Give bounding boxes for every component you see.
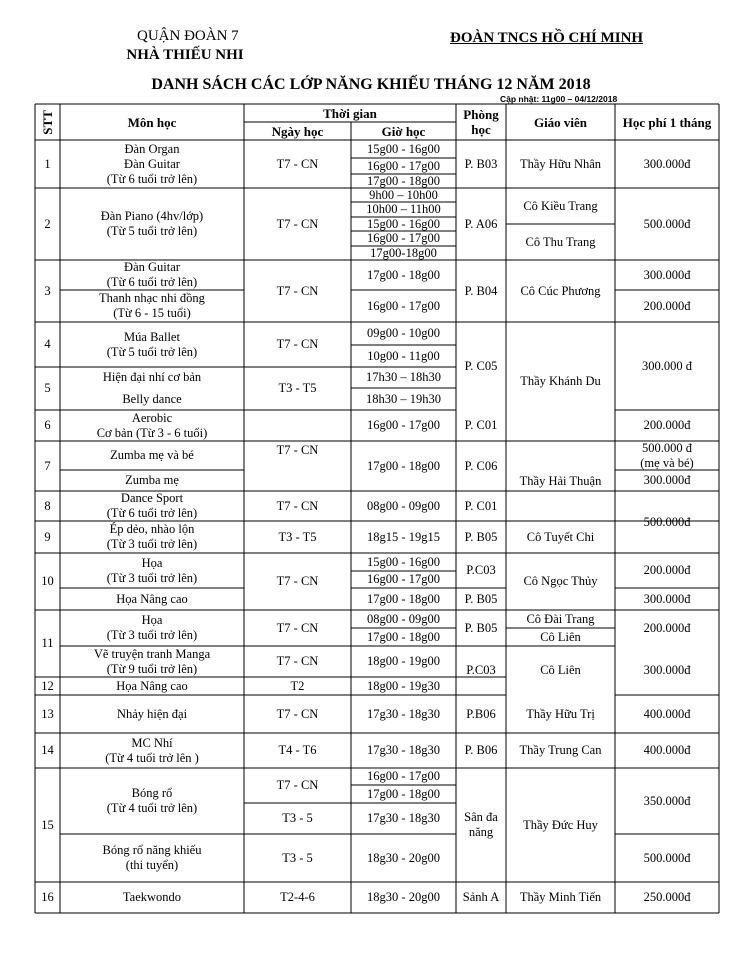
hours-cell [353,322,454,345]
hours-cell [353,367,454,388]
teacher-cell [508,646,613,695]
hours-cell-text: 17g00 - 18g00 [367,629,440,644]
stt-cell [37,768,58,882]
stt-cell [37,140,58,188]
fee-cell [617,834,717,882]
fee-cell [617,140,717,188]
header-room [458,104,504,140]
fee-cell-text: 400.000đ [643,706,691,721]
hours-cell-text: 18h30 – 19h30 [366,391,441,406]
day-cell [246,677,349,695]
stt-cell [37,882,58,913]
subject-cell [62,882,242,913]
teacher-cell [508,224,613,260]
hours-cell [353,231,454,246]
hours-cell [353,174,454,188]
hours-cell-text: 16g00 - 17g00 [367,769,440,783]
header-day-text: Ngày học [271,123,324,139]
hours-cell [353,882,454,913]
room-cell-text: P. B03 [464,156,498,171]
fee-cell-text: 200.000đ [643,620,691,635]
hours-cell [353,834,454,882]
subject-cell-text: Zumba mẹ [125,473,179,487]
room-cell [458,441,504,491]
room-cell [458,140,504,188]
hours-cell-text: 17h30 – 18h30 [366,370,441,384]
subject-cell [62,322,242,367]
hours-cell [353,290,454,322]
day-cell-text: T7 - CN [276,778,319,792]
header-fee [617,104,717,140]
teacher-cell-text: Thầy Hải Thuận [519,473,602,488]
day-cell-text: T3 - 5 [282,811,313,825]
stt-cell-text: 13 [41,706,54,721]
teacher-cell [508,695,613,733]
hours-cell [353,785,454,803]
day-cell [246,803,349,834]
hours-cell-text: 17g00 - 18g00 [367,458,440,473]
hours-cell-text: 9h00 – 10h00 [369,187,438,202]
header-teacher [508,104,613,140]
stt-cell-text: 5 [44,381,51,395]
stt-cell [37,521,58,553]
hours-cell-text: 17g00 - 18g00 [367,267,440,282]
hours-cell [353,491,454,521]
header-subject [62,104,242,140]
subject-cell [62,834,242,882]
subject-cell-text: Nhảy hiện đại [116,706,188,721]
fee-cell-text: 400.000đ [643,743,691,757]
fee-cell-text: 300.000đ [643,156,691,171]
room-cell [458,695,504,733]
subject-cell [62,768,242,834]
room-cell-text: Sân đa năng [464,810,498,839]
subject-cell-text: Bóng rổ năng khiếu (thi tuyển) [102,843,202,872]
room-cell-text: P. C01 [464,418,498,432]
subject-cell [62,491,242,521]
teacher-cell-text: Cô Liên [540,629,581,644]
stt-cell [37,553,58,610]
hours-cell [353,646,454,677]
hours-cell-text: 18g30 - 20g00 [367,890,440,904]
subject-cell-text: Thanh nhạc nhi đồng (Từ 6 - 15 tuổi) [99,291,205,320]
hours-cell-text: 15g00 - 16g00 [367,554,440,569]
hours-cell [353,521,454,553]
subject-cell [62,410,242,441]
subject-cell-text: MC Nhí (Từ 4 tuổi trở lên ) [105,735,199,765]
teacher-cell [508,441,613,521]
subject-cell [62,733,242,768]
day-cell [246,733,349,768]
day-cell [246,367,349,410]
hours-cell [353,610,454,628]
fee-cell [617,491,717,553]
hours-cell-text: 08g00 - 09g00 [367,498,440,513]
hours-cell [353,246,454,260]
hours-cell-text: 16g00 - 17g00 [367,298,440,313]
day-cell [246,491,349,521]
teacher-cell-text: Thầy Minh Tiến [519,890,602,904]
hours-cell [353,410,454,441]
day-cell-text: T4 - T6 [278,743,317,757]
room-cell [458,521,504,553]
stt-cell [37,367,58,410]
teacher-cell-text: Cô Đài Trang [526,611,595,626]
day-cell-text: T2 [290,678,305,693]
subject-cell [62,367,242,388]
subject-cell-text: Ép dẻo, nhào lộn (Từ 3 tuổi trở lên) [106,522,198,551]
room-cell-text: P.B06 [466,706,496,721]
fee-cell-text: 500.000 đ (mẹ và bé) [640,440,694,470]
room-cell-text: P. C06 [464,458,498,473]
subject-cell [62,388,242,410]
fee-cell-text: 300.000đ [643,663,691,677]
fee-cell [617,610,717,646]
fee-cell [617,322,717,410]
subject-cell-text: Múa Ballet (Từ 5 tuổi trở lên) [106,329,198,359]
hours-cell-text: 18g15 - 19g15 [367,529,440,544]
stt-cell-text: 3 [44,283,51,298]
teacher-cell [508,140,613,188]
stt-cell-text: 6 [44,418,51,432]
teacher-cell-text: Cô Cúc Phương [520,283,601,298]
stt-cell [37,260,58,322]
hours-cell-text: 16g00 - 17g00 [367,572,440,586]
header-time-text: Thời gian [323,105,377,121]
subject-cell [62,188,242,260]
room-cell-text: P. C05 [464,358,498,373]
day-cell [246,834,349,882]
teacher-cell [508,733,613,768]
stt-cell [37,322,58,367]
teacher-cell [508,521,613,553]
hours-cell-text: 18g30 - 20g00 [367,850,440,865]
hours-cell [353,553,454,571]
day-cell [246,140,349,188]
room-cell [458,188,504,260]
header-day [246,122,349,140]
room-cell [458,610,504,646]
day-cell-text: T3 - T5 [278,381,317,395]
teacher-cell [508,768,613,882]
room-cell [458,733,504,768]
stt-cell-text: 11 [41,636,54,650]
hours-cell-text: 09g00 - 10g00 [367,326,440,340]
day-cell [246,553,349,610]
subject-cell [62,610,242,646]
fee-cell [617,410,717,441]
header-hours [353,122,454,140]
day-cell-text: T7 - CN [276,574,319,588]
header-hours-text: Giờ học [381,123,426,139]
hours-cell [353,588,454,610]
room-cell-text: P. B05 [464,591,498,606]
day-cell-text: T7 - CN [276,498,319,513]
teacher-cell-text: Cô Liên [540,663,581,677]
fee-cell-text: 200.000đ [643,418,691,432]
subject-cell [62,553,242,588]
stt-cell-text: 2 [44,216,51,231]
fee-cell [617,290,717,322]
hours-cell [353,188,454,202]
hours-cell-text: 18g00 - 19g30 [367,678,440,693]
hours-cell [353,803,454,834]
teacher-cell-text: Thầy Hữu Nhân [519,156,602,171]
subject-cell [62,470,242,491]
room-cell-text: Sảnh A [462,890,500,904]
room-cell-text: P. B04 [464,283,498,298]
stt-cell-text: 8 [44,498,51,513]
subject-cell [62,695,242,733]
teacher-cell-text: Cô Ngọc Thủy [523,574,598,588]
teacher-cell-text: Thầy Khánh Du [520,374,601,388]
hours-cell-text: 15g00 - 16g00 [367,141,440,156]
header-stt [37,104,58,140]
room-cell [458,646,504,695]
teacher-cell-text: Thầy Đức Huy [523,817,598,832]
day-cell [246,322,349,367]
stt-cell-text: 12 [41,678,54,693]
teacher-cell [508,628,613,646]
stt-cell [37,410,58,441]
hours-cell [353,345,454,367]
header-stt-text: STT [40,109,56,135]
teacher-cell [508,260,613,322]
day-cell-text: T7 - CN [276,283,319,298]
hours-cell [353,158,454,174]
fee-cell-text: 500.000đ [643,514,691,529]
stt-cell-text: 14 [41,743,54,757]
day-cell [246,610,349,646]
day-cell-text: T3 - 5 [282,850,313,865]
day-cell [246,695,349,733]
fee-cell-text: 500.000đ [643,850,691,865]
hours-cell-text: 17g30 - 18g30 [367,811,440,825]
hours-cell [353,571,454,588]
teacher-cell-text: Thầy Hữu Trị [526,706,595,721]
teacher-cell-text: Cô Kiều Trang [523,198,598,213]
hours-cell [353,202,454,217]
room-cell [458,882,504,913]
subject-cell-text: Bóng rổ (Từ 4 tuổi trở lên) [106,786,198,815]
header-room-text: Phòng học [463,107,499,137]
stt-cell [37,677,58,695]
document-title: DANH SÁCH CÁC LỚP NĂNG KHIẾU THÁNG 12 NĂM 2018 [151,76,591,93]
room-cell [458,260,504,322]
hours-cell-text: 17g00 - 18g00 [367,591,440,606]
stt-cell-text: 7 [44,458,51,473]
room-cell-text: P. B05 [464,620,498,635]
day-cell [246,521,349,553]
room-cell [458,553,504,588]
hours-cell-text: 10h00 – 11h00 [366,202,441,216]
fee-cell [617,768,717,834]
subject-cell [62,260,242,290]
fee-cell-text: 500.000đ [643,216,691,231]
fee-cell [617,188,717,260]
room-cell-text: P.C03 [466,663,496,677]
subject-cell-text: Đàn Piano (4hv/lớp) (Từ 5 tuổi trở lên) [100,209,204,238]
teacher-cell-text: Cô Thu Trang [525,234,596,249]
day-cell [246,260,349,322]
hours-cell [353,695,454,733]
fee-cell [617,882,717,913]
stt-cell-text: 9 [44,529,51,544]
hours-cell [353,140,454,158]
fee-cell [617,553,717,588]
day-cell-text: T7 - CN [276,706,319,721]
day-cell-text: T3 - T5 [278,529,317,544]
subject-cell-text: Aerobic Cơ bản (Từ 3 - 6 tuổi) [96,410,208,440]
day-cell-text: T7 - CN [276,620,319,635]
stt-cell [37,610,58,677]
teacher-cell-text: Thầy Trung Can [519,743,602,757]
fee-cell-text: 300.000đ [643,473,691,487]
subject-cell [62,646,242,677]
fee-cell-text: 300.000 đ [642,358,692,373]
hours-cell-text: 17g00 - 18g00 [367,786,440,801]
fee-cell [617,733,717,768]
fee-cell-text: 350.000đ [643,793,691,808]
fee-cell-text: 300.000đ [643,591,691,606]
header-subject-text: Môn học [127,114,177,130]
day-cell-text: T7 - CN [276,156,319,171]
org-name-center: NHÀ THIẾU NHI [126,47,244,63]
subject-cell-text: Belly dance [122,391,182,406]
hours-cell [353,677,454,695]
day-cell-text: T2-4-6 [280,890,315,904]
subject-cell [62,290,242,322]
fee-cell [617,470,717,491]
hours-cell-text: 18g00 - 19g00 [367,654,440,668]
room-cell [458,491,504,521]
subject-cell-text: Đàn Guitar (Từ 6 tuổi trở lên) [106,260,198,289]
fee-cell-text: 300.000đ [643,267,691,282]
hours-cell [353,628,454,646]
fee-cell [617,695,717,733]
room-cell-text: P. B05 [464,529,498,544]
day-cell-text: T7 - CN [276,216,319,231]
stt-cell-text: 4 [44,337,51,351]
teacher-cell [508,610,613,628]
room-cell-text: P.C03 [466,563,496,577]
subject-cell-text: Vẽ truyện tranh Manga (Từ 9 tuổi trở lên) [93,646,211,676]
room-cell [458,410,504,441]
subject-cell-text: Đàn Organ Đàn Guitar (Từ 6 tuổi trở lên) [106,141,198,186]
room-cell [458,322,504,410]
subject-cell [62,521,242,553]
fee-cell-text: 200.000đ [643,563,691,577]
header-fee-text: Học phí 1 tháng [622,114,712,130]
subject-cell-text: Taekwondo [122,890,182,904]
day-cell-text: T7 - CN [276,443,319,457]
subject-cell-text: Họa Nâng cao [116,678,188,693]
hours-cell [353,388,454,410]
room-cell [458,588,504,610]
subject-cell-text: Họa (Từ 3 tuổi trở lên) [106,613,198,642]
teacher-cell-text: Cô Tuyết Chi [526,529,595,544]
fee-cell-text: 250.000đ [643,890,691,904]
room-cell [458,768,504,882]
fee-cell-text: 200.000đ [643,298,691,313]
day-cell-text: T7 - CN [276,654,319,668]
day-cell [246,646,349,677]
teacher-cell [508,188,613,224]
hours-cell [353,441,454,491]
subject-cell [62,677,242,695]
subject-cell-text: Hiện đại nhí cơ bản [102,370,202,384]
room-cell-text: P. B06 [464,743,498,757]
hours-cell [353,733,454,768]
stt-cell [37,188,58,260]
day-cell [246,188,349,260]
hours-cell-text: 17g30 - 18g30 [367,743,440,757]
room-cell-text: P. C01 [464,498,498,513]
hours-cell-text: 08g00 - 09g00 [367,611,440,626]
stt-cell [37,491,58,521]
fee-cell [617,646,717,695]
hours-cell-text: 16g00 - 17g00 [367,418,440,432]
updated-timestamp: Cập nhật: 11g00 – 04/12/2018 [500,94,618,104]
org-name-union: ĐOÀN TNCS HỒ CHÍ MINH [450,30,644,46]
hours-cell-text: 17g00-18g00 [370,245,437,260]
subject-cell [62,441,242,470]
hours-cell-text: 10g00 - 11g00 [367,348,440,363]
subject-cell-text: Dance Sport (Từ 6 tuổi trở lên) [106,491,198,520]
hours-cell [353,768,454,785]
subject-cell-text: Zumba mẹ và bé [110,448,194,462]
fee-cell [617,441,717,470]
fee-cell [617,588,717,610]
stt-cell-text: 16 [41,890,54,904]
hours-cell-text: 17g00 - 18g00 [367,173,440,188]
stt-cell-text: 10 [41,574,54,588]
stt-cell [37,441,58,491]
subject-cell [62,588,242,610]
stt-cell [37,695,58,733]
header-time [246,104,454,122]
header-teacher-text: Giáo viên [533,114,588,130]
subject-cell-text: Họa Nâng cao [116,591,188,606]
stt-cell [37,733,58,768]
subject-cell-text: Họa (Từ 3 tuổi trở lên) [106,555,198,585]
hours-cell-text: 16g00 - 17g00 [367,231,440,245]
day-cell [246,768,349,803]
day-cell [246,882,349,913]
org-name-district: QUẬN ĐOÀN 7 [137,28,239,44]
hours-cell-text: 15g00 - 16g00 [367,216,440,231]
teacher-cell [508,322,613,441]
hours-cell [353,217,454,231]
hours-cell-text: 16g00 - 17g00 [367,158,440,173]
fee-cell [617,260,717,290]
day-cell-text: T7 - CN [276,337,319,351]
teacher-cell [508,882,613,913]
hours-cell [353,260,454,290]
room-cell-text: P. A06 [464,216,498,231]
teacher-cell [508,553,613,610]
subject-cell [62,140,242,188]
day-cell [246,410,349,491]
hours-cell-text: 17g30 - 18g30 [367,706,440,721]
stt-cell-text: 1 [44,156,51,171]
stt-cell-text: 15 [41,817,54,832]
